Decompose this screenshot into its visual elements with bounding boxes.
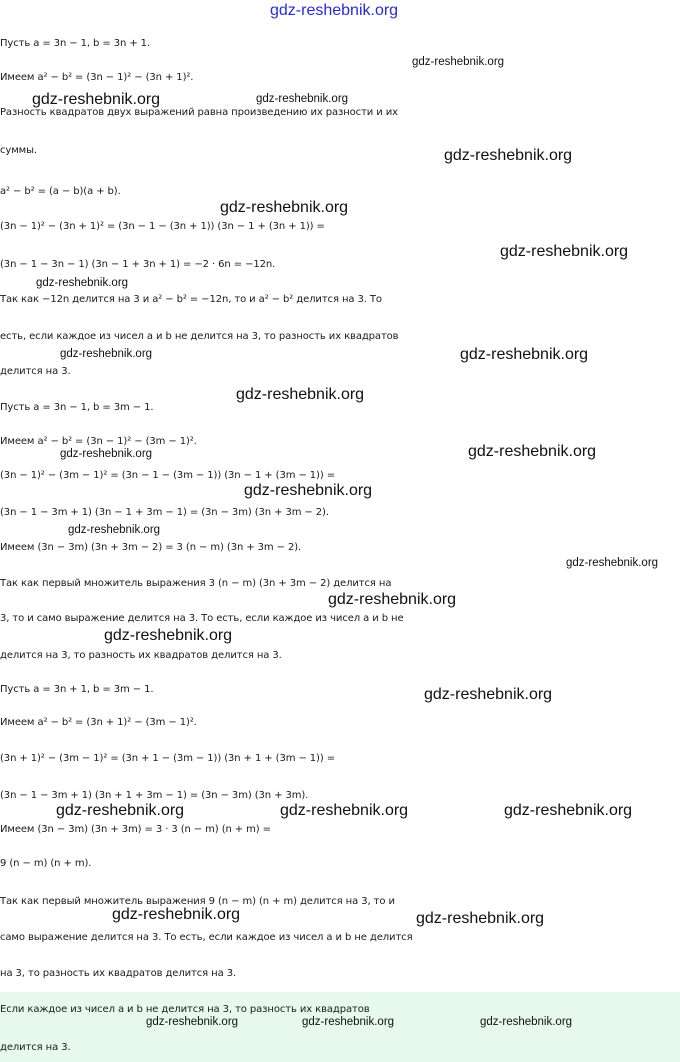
text-line: Так как первый множитель выражения 3 (n − m) (3n + 3m − 2) делится на <box>0 578 392 589</box>
watermark: gdz-reshebnik.org <box>112 906 241 923</box>
math-line: (3n − 1 − 3m + 1) (3n − 1 + 3m − 1) = (3n − 3m) (3n + 3m − 2). <box>0 507 329 518</box>
watermark: gdz-reshebnik.org <box>220 199 349 216</box>
watermark: gdz-reshebnik.org <box>468 443 597 460</box>
math-line: a² − b² = (a − b)(a + b). <box>0 186 121 197</box>
watermark: gdz-reshebnik.org <box>68 524 161 536</box>
watermark: gdz-reshebnik.org <box>480 1016 573 1028</box>
watermark: gdz-reshebnik.org <box>302 1016 395 1028</box>
text-line: Имеем a² − b² = (3n − 1)² − (3m − 1)². <box>0 436 197 447</box>
text-line: есть, если каждое из чисел a и b не делится на 3, то разность их квадратов <box>0 331 399 342</box>
text-line: Пусть a = 3n − 1, b = 3n + 1. <box>0 38 151 49</box>
watermark: gdz-reshebnik.org <box>424 686 553 703</box>
answer-line: делится на 3. <box>0 1042 71 1053</box>
watermark: gdz-reshebnik.org <box>444 147 573 164</box>
watermark: gdz-reshebnik.org <box>328 591 457 608</box>
math-line: (3n − 1 − 3n − 1) (3n − 1 + 3n + 1) = −2 · 6n = −12n. <box>0 259 276 270</box>
text-line: делится на 3, то разность их квадратов делится на 3. <box>0 650 282 661</box>
watermark: gdz-reshebnik.org <box>146 1016 239 1028</box>
watermark: gdz-reshebnik.org <box>56 802 185 819</box>
math-line: (3n − 1)² − (3m − 1)² = (3n − 1 − (3m − 1)) (3n − 1 + (3m − 1)) = <box>0 470 336 481</box>
watermark: gdz-reshebnik.org <box>416 910 545 927</box>
text-line: Имеем a² − b² = (3n + 1)² − (3m − 1)². <box>0 717 197 728</box>
watermark: gdz-reshebnik.org <box>32 91 161 108</box>
answer-line: Если каждое из чисел a и b не делится на 3, то разность их квадратов <box>0 1004 370 1015</box>
watermark: gdz-reshebnik.org <box>36 277 129 289</box>
watermark: gdz-reshebnik.org <box>500 243 629 260</box>
watermark: gdz-reshebnik.org <box>566 557 659 569</box>
math-line: (3n − 1)² − (3n + 1)² = (3n − 1 − (3n + 1)) (3n − 1 + (3n + 1)) = <box>0 221 325 232</box>
text-line: делится на 3. <box>0 366 71 377</box>
watermark: gdz-reshebnik.org <box>104 627 233 644</box>
text-line: суммы. <box>0 145 37 156</box>
text-line: Имеем (3n − 3m) (3n + 3m) = 3 · 3 (n − m) (n + m) = <box>0 824 271 835</box>
text-line: на 3, то разность их квадратов делится на 3. <box>0 968 237 979</box>
text-line: Имеем (3n − 3m) (3n + 3m − 2) = 3 (n − m) (3n + 3m − 2). <box>0 542 302 553</box>
text-line: 3, то и само выражение делится на 3. То есть, если каждое из чисел a и b не <box>0 613 404 624</box>
text-line: Так как первый множитель выражения 9 (n − m) (n + m) делится на 3, то и <box>0 896 395 907</box>
watermark: gdz-reshebnik.org <box>60 448 153 460</box>
text-line: само выражение делится на 3. То есть, если каждое из чисел a и b не делится <box>0 932 413 943</box>
watermark: gdz-reshebnik.org <box>244 482 373 499</box>
watermark: gdz-reshebnik.org <box>280 802 409 819</box>
text-line: Имеем a² − b² = (3n − 1)² − (3n + 1)². <box>0 72 194 83</box>
text-line: Пусть a = 3n − 1, b = 3m − 1. <box>0 402 154 413</box>
watermark: gdz-reshebnik.org <box>460 346 589 363</box>
watermark: gdz-reshebnik.org <box>60 348 153 360</box>
text-line: Разность квадратов двух выражений равна произведению их разности и их <box>0 107 398 118</box>
text-line: Пусть a = 3n + 1, b = 3m − 1. <box>0 684 154 695</box>
math-line: (3n + 1)² − (3m − 1)² = (3n + 1 − (3m − 1)) (3n + 1 + (3m − 1)) = <box>0 753 336 764</box>
watermark: gdz-reshebnik.org <box>504 802 633 819</box>
math-line: 9 (n − m) (n + m). <box>0 858 92 869</box>
header-watermark[interactable]: gdz-reshebnik.org <box>270 2 399 19</box>
watermark: gdz-reshebnik.org <box>236 386 365 403</box>
math-line: (3n − 1 − 3m + 1) (3n + 1 + 3m − 1) = (3n − 3m) (3n + 3m). <box>0 790 309 801</box>
watermark: gdz-reshebnik.org <box>256 93 349 105</box>
text-line: Так как −12n делится на 3 и a² − b² = −12n, то и a² − b² делится на 3. То <box>0 294 382 305</box>
watermark: gdz-reshebnik.org <box>412 56 505 68</box>
